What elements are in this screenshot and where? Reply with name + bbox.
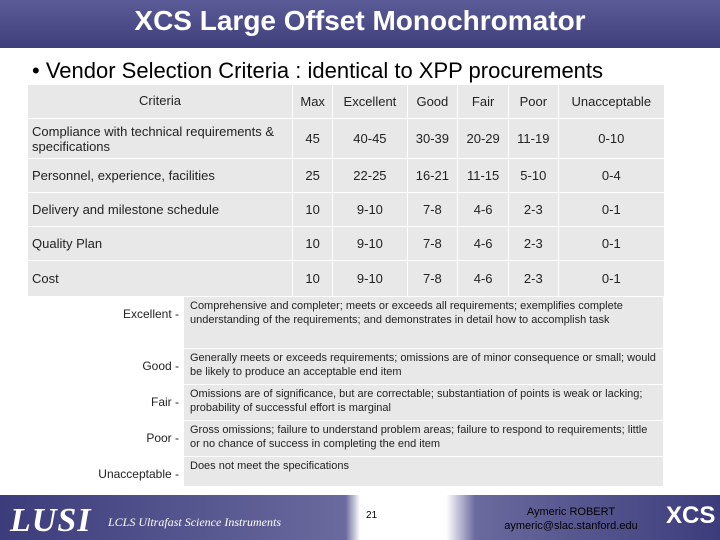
table-row (28, 261, 665, 297)
definition-row (79, 349, 664, 385)
definition-row (79, 457, 664, 487)
table-cell: 2-3 (509, 193, 559, 227)
table-row (28, 119, 665, 159)
definition-term: Poor - (79, 421, 184, 457)
table-cell: 22-25 (333, 159, 407, 193)
column-header-criteria: Criteria (28, 85, 293, 119)
table-cell: 16-21 (407, 159, 458, 193)
table-cell: 40-45 (333, 119, 407, 159)
table-cell: 20-29 (458, 119, 509, 159)
table-cell: 11-19 (509, 119, 559, 159)
column-header-poor: Poor (509, 85, 559, 119)
definitions-table (78, 296, 664, 487)
table-cell: 9-10 (333, 261, 407, 297)
table-cell: 4-6 (458, 193, 509, 227)
subtitle-bullet: • Vendor Selection Criteria : identical to XPP procurements (32, 58, 604, 83)
definition-term: Excellent - (79, 297, 184, 349)
table-cell: 10 (293, 193, 333, 227)
table-cell: Cost (28, 261, 293, 297)
column-header-max: Max (293, 85, 333, 119)
definition-text: Omissions are of significance, but are correctable; substantiation of points is weak or lacking; probability of successful effort is marginal (184, 385, 664, 421)
table-cell: 9-10 (333, 193, 407, 227)
table-cell: 4-6 (458, 261, 509, 297)
table-cell: Personnel, experience, facilities (28, 159, 293, 193)
table-cell: 10 (293, 227, 333, 261)
definition-term: Fair - (79, 385, 184, 421)
column-header-unacceptable: Unacceptable (558, 85, 664, 119)
author-name: Aymeric ROBERT (526, 506, 616, 518)
table-row (28, 193, 665, 227)
definition-row (79, 421, 664, 457)
definition-text: Does not meet the specifications (184, 457, 664, 487)
table-cell: 0-1 (558, 227, 664, 261)
definition-term: Unacceptable - (79, 457, 184, 487)
table-cell: 45 (293, 119, 333, 159)
logo-subtitle: LCLS Ultrafast Science Instruments (108, 515, 281, 529)
definition-text: Comprehensive and completer; meets or exceeds all requirements; exemplifies complete understanding of the requirements; and demonstrates in detail how to accomplish task (184, 297, 664, 349)
definition-text: Generally meets or exceeds requirements; omissions are of minor consequence or small; would be likely to produce an acceptable end item (184, 349, 664, 385)
author-email: aymeric@slac.stanford.edu (504, 520, 638, 532)
definition-term: Good - (79, 349, 184, 385)
column-header-excellent: Excellent (333, 85, 407, 119)
table-cell: Delivery and milestone schedule (28, 193, 293, 227)
table-cell: 11-15 (458, 159, 509, 193)
table-cell: 2-3 (509, 227, 559, 261)
definition-text: Gross omissions; failure to understand problem areas; failure to respond to requirements; little or no chance of success in completing the end item (184, 421, 664, 457)
lusi-logo: LUSI (10, 502, 92, 539)
table-cell: 10 (293, 261, 333, 297)
column-header-good: Good (407, 85, 458, 119)
page-title: XCS Large Offset Monochromator (134, 5, 586, 36)
author-block (486, 505, 656, 533)
table-cell: 25 (293, 159, 333, 193)
table-row (28, 159, 665, 193)
table-cell: Quality Plan (28, 227, 293, 261)
table-cell: 4-6 (458, 227, 509, 261)
table-cell: 0-1 (558, 193, 664, 227)
table-cell: 0-1 (558, 261, 664, 297)
table-cell: 30-39 (407, 119, 458, 159)
table-cell: 7-8 (407, 261, 458, 297)
table-header-row (28, 85, 665, 119)
table-cell: 0-4 (558, 159, 664, 193)
table-cell: 5-10 (509, 159, 559, 193)
table-cell: Compliance with technical requirements & specifications (28, 119, 293, 159)
page-number: 21 (366, 510, 378, 521)
table-cell: 0-10 (558, 119, 664, 159)
column-header-fair: Fair (458, 85, 509, 119)
table-cell: 2-3 (509, 261, 559, 297)
xcs-brand: XCS (666, 502, 716, 529)
table-cell: 7-8 (407, 227, 458, 261)
table-cell: 7-8 (407, 193, 458, 227)
table-row (28, 227, 665, 261)
definition-row (79, 385, 664, 421)
criteria-table (27, 84, 665, 297)
definition-row (79, 297, 664, 349)
table-cell: 9-10 (333, 227, 407, 261)
